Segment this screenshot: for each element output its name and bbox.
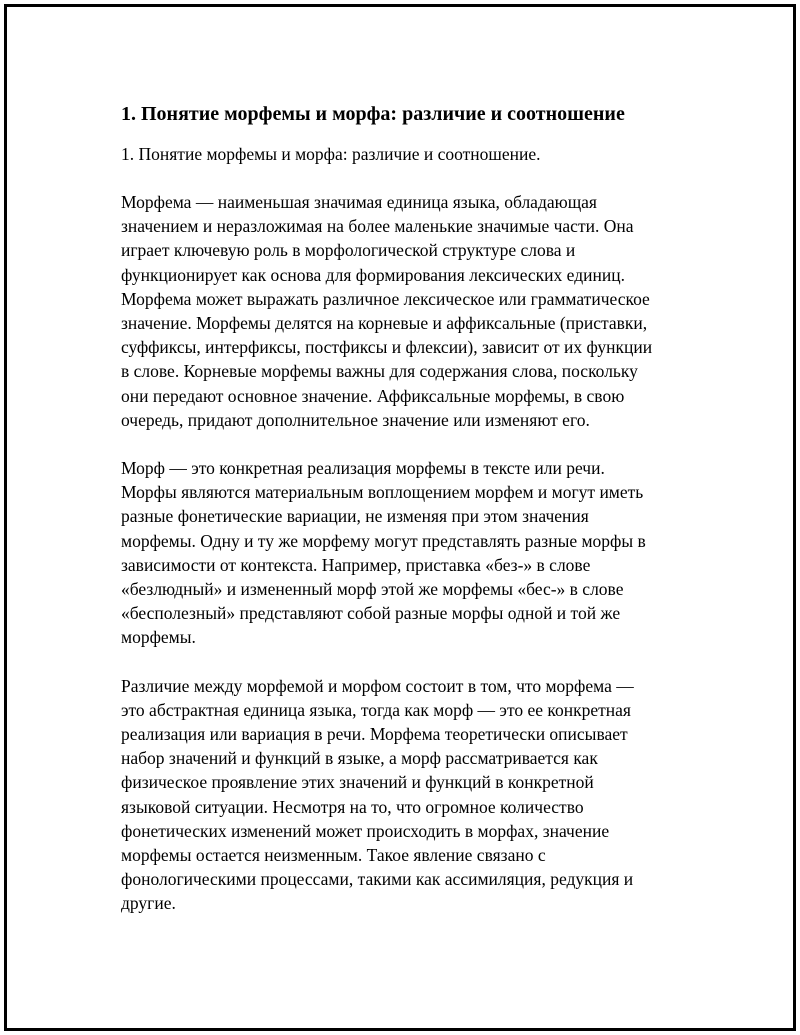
document-body <box>121 101 691 940</box>
paragraph-line: «бесполезный» представляют собой разные морфы одной и той же <box>121 603 621 624</box>
paragraph-line: Различие между морфемой и морфом состоит в том, что морфема — <box>121 675 634 696</box>
paragraph-line: фонологическими процессами, такими как ассимиляция, редукция и <box>121 869 634 890</box>
paragraph-line: зависимости от контекста. Например, приставка «без-» в слове <box>121 554 591 575</box>
paragraph-line: языковой ситуации. Несмотря на то, что огромное количество <box>121 796 584 817</box>
paragraph-line: значением и неразложимая на более маленькие значимые части. Она <box>121 216 634 237</box>
paragraph-line: в слове. Корневые морфемы важны для содержания слова, поскольку <box>121 361 638 382</box>
paragraph-line: морфемы. Одну и ту же морфему могут представлять разные морфы в <box>121 530 646 551</box>
paragraph-line: морфемы остается неизменным. Такое явление связано с <box>121 845 546 866</box>
paragraph-line: Морфы являются материальным воплощением морфем и могут иметь <box>121 482 644 503</box>
paragraph-line: реализация или вариация в речи. Морфема теоретически описывает <box>121 724 628 745</box>
paragraph-line: функционирует как основа для формирования лексических единиц. <box>121 264 625 285</box>
paragraph-difference <box>121 674 691 916</box>
paragraph-line: другие. <box>121 893 176 914</box>
paragraph-line: фонетических изменений может происходить в морфах, значение <box>121 820 610 841</box>
paragraph-morph <box>121 456 691 650</box>
paragraph-line: Морф — это конкретная реализация морфемы в тексте или речи. <box>121 458 605 479</box>
page-frame <box>4 4 796 1031</box>
paragraph-line: они передают основное значение. Аффиксальные морфемы, в свою <box>121 385 625 406</box>
paragraph-line: набор значений и функций в языке, а морф рассматривается как <box>121 748 598 769</box>
paragraph-line: это абстрактная единица языка, тогда как морф — это ее конкретная <box>121 699 631 720</box>
paragraph-line: Морфема может выражать различное лексическое или грамматическое <box>121 288 650 309</box>
paragraph-line: разные фонетические вариации, не изменяя при этом значения <box>121 506 589 527</box>
document-heading: 1. Понятие морфемы и морфа: различие и соотношение <box>121 103 625 125</box>
paragraph-line: морфемы. <box>121 627 196 648</box>
paragraph-morpheme <box>121 190 691 432</box>
paragraph-line: физическое проявление этих значений и функций в конкретной <box>121 772 594 793</box>
paragraph-line: «безлюдный» и измененный морф этой же морфемы «бес-» в слове <box>121 579 624 600</box>
paragraph-line: Морфема — наименьшая значимая единица языка, обладающая <box>121 192 597 212</box>
paragraph-line: играет ключевую роль в морфологической структуре слова и <box>121 240 576 261</box>
paragraph-line: значение. Морфемы делятся на корневые и аффиксальные (приставки, <box>121 313 648 334</box>
paragraph-line: суффиксы, интерфиксы, постфиксы и флексии), зависит от их функции <box>121 337 653 358</box>
paragraph-line: очередь, придают дополнительное значение или изменяют его. <box>121 409 590 430</box>
document-subtitle: 1. Понятие морфемы и морфа: различие и соотношение. <box>121 144 541 164</box>
